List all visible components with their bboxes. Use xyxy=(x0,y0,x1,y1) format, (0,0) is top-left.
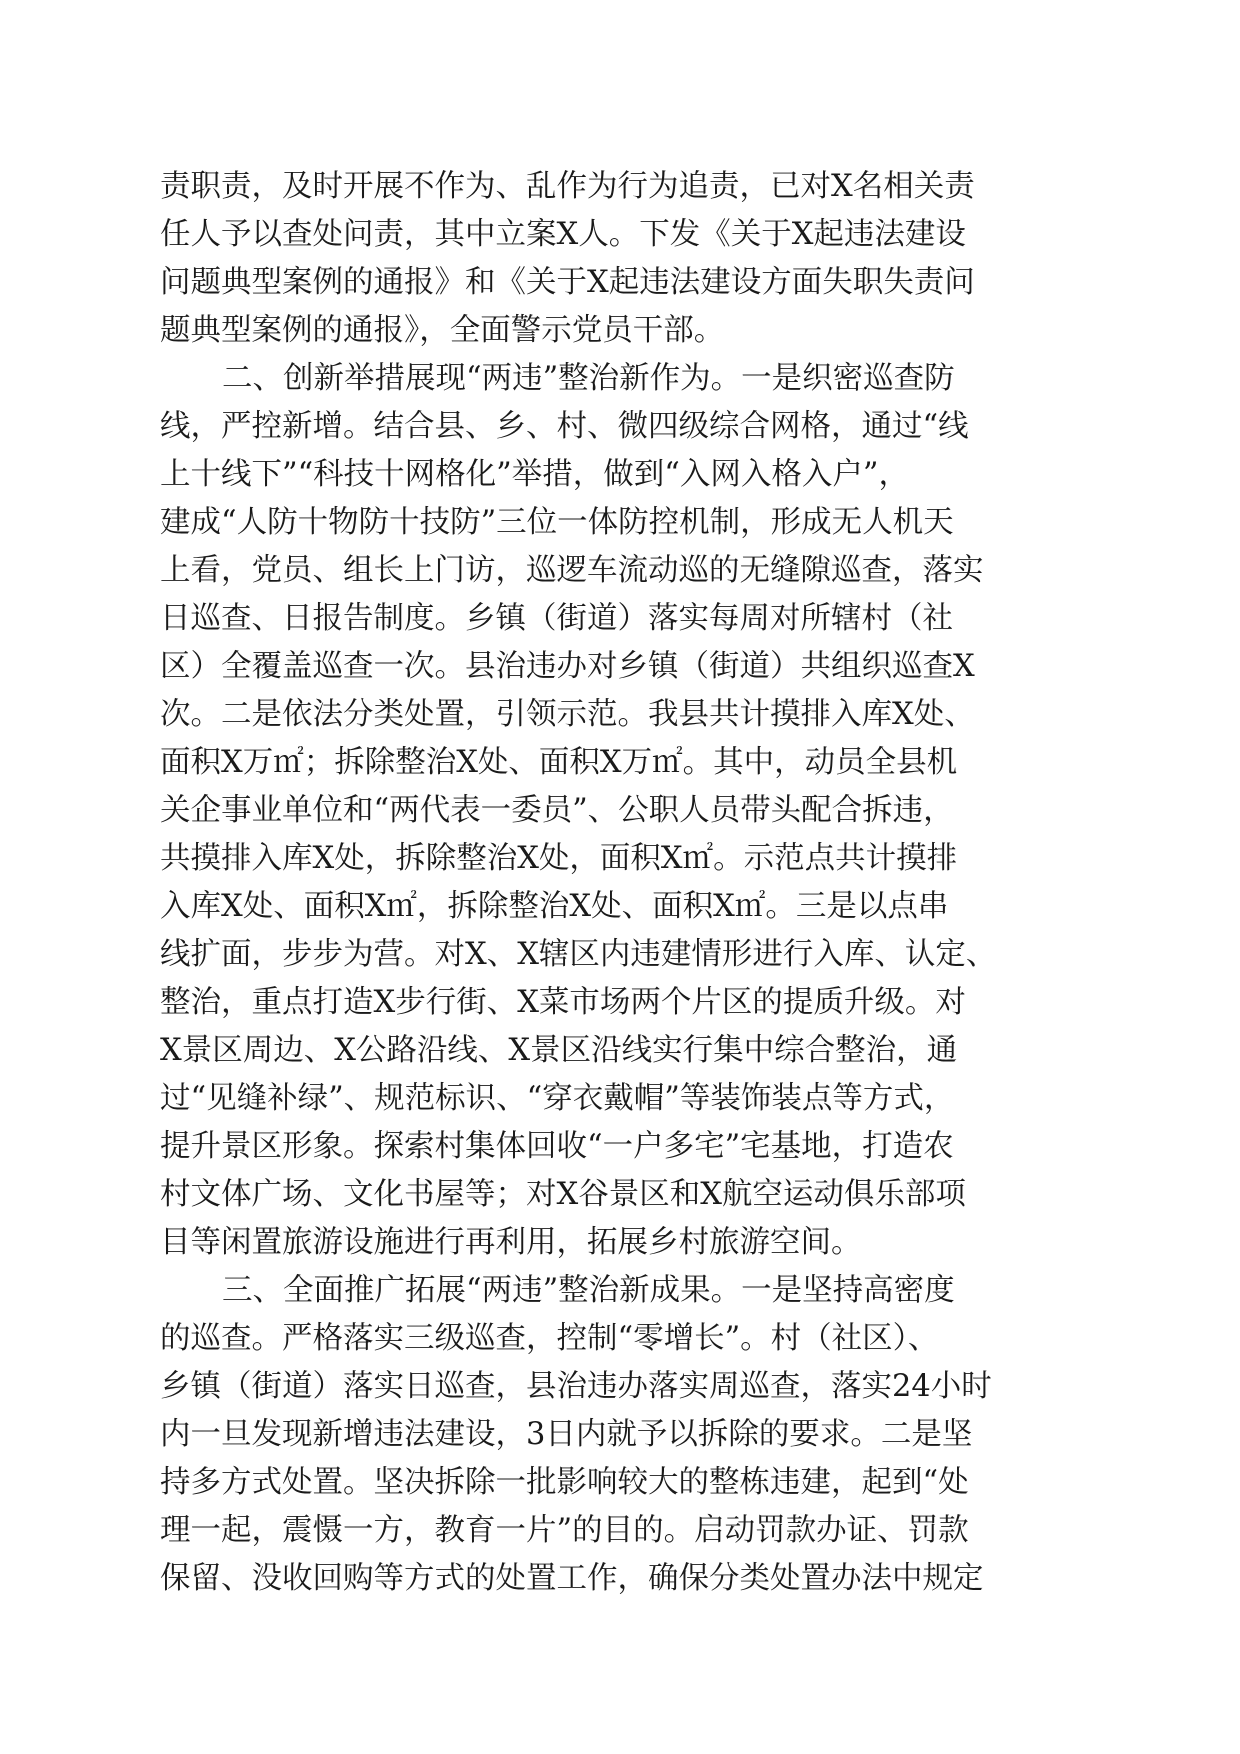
text-line-29: 理一起，震慑一方，教育一片”的目的。启动罚款办证、罚款 xyxy=(160,1513,969,1548)
text-line-13: 面积X万㎡；拆除整治X处、面积X万㎡。其中，动员全县机 xyxy=(160,745,958,780)
text-line-12: 次。二是依法分类处置，引领示范。我县共计摸排入库X处、 xyxy=(160,697,975,732)
text-line-21: 提升景区形象。探索村集体回收“一户多宅”宅基地，打造农 xyxy=(160,1129,954,1164)
text-line-4: 题典型案例的通报》，全面警示党员干部。 xyxy=(160,313,725,348)
text-line-15: 共摸排入库X处，拆除整治X处，面积X㎡。示范点共计摸排 xyxy=(160,841,958,876)
text-line-18: 整治，重点打造X步行街、X菜市场两个片区的提质升级。对 xyxy=(160,985,966,1020)
text-line-16: 入库X处、面积X㎡，拆除整治X处、面积X㎡。三是以点串 xyxy=(160,889,949,924)
text-line-2: 任人予以查处问责，其中立案X人。下发《关于X起违法建设 xyxy=(160,217,966,252)
paragraph-2-start: 二、创新举措展现“两违”整治新作为。一是织密巡查防 xyxy=(222,361,955,396)
text-line-17: 线扩面，步步为营。对X、X辖区内违建情形进行入库、认定、 xyxy=(160,937,997,972)
text-line-11: 区）全覆盖巡查一次。县治违办对乡镇（街道）共组织巡查X xyxy=(160,649,975,684)
text-line-28: 持多方式处置。坚决拆除一批影响较大的整栋违建，起到“处 xyxy=(160,1465,969,1500)
text-line-10: 日巡查、日报告制度。乡镇（街道）落实每周对所辖村（社 xyxy=(160,601,953,636)
text-line-20: 过“见缝补绿”、规范标识、“穿衣戴帽”等装饰装点等方式， xyxy=(160,1081,955,1116)
text-line-19: X景区周边、X公路沿线、X景区沿线实行集中综合整治，通 xyxy=(160,1033,958,1068)
text-line-8: 建成“人防十物防十技防”三位一体防控机制，形成无人机天 xyxy=(160,505,954,540)
text-line-7: 上十线下”“科技十网格化”举措，做到“入网入格入户”， xyxy=(160,457,909,492)
text-line-30: 保留、没收回购等方式的处置工作，确保分类处置办法中规定 xyxy=(160,1561,984,1596)
text-line-27: 内一旦发现新增违法建设，3日内就予以拆除的要求。二是坚 xyxy=(160,1417,973,1452)
text-line-1: 责职责，及时开展不作为、乱作为行为追责，已对X名相关责 xyxy=(160,169,975,204)
paragraph-3-start: 三、全面推广拓展“两违”整治新成果。一是坚持高密度 xyxy=(222,1273,955,1308)
text-line-25: 的巡查。严格落实三级巡查，控制“零增长”。村（社区）、 xyxy=(160,1321,939,1356)
text-line-9: 上看，党员、组长上门访，巡逻车流动巡的无缝隙巡查，落实 xyxy=(160,553,984,588)
text-line-23: 目等闲置旅游设施进行再利用，拓展乡村旅游空间。 xyxy=(160,1225,862,1260)
text-line-3: 问题典型案例的通报》和《关于X起违法建设方面失职失责问 xyxy=(160,265,975,300)
text-line-6: 线，严控新增。结合县、乡、村、微四级综合网格，通过“线 xyxy=(160,409,969,444)
text-line-22: 村文体广场、文化书屋等；对X谷景区和X航空运动俱乐部项 xyxy=(160,1177,966,1212)
text-line-14: 关企事业单位和“两代表一委员”、公职人员带头配合拆违， xyxy=(160,793,954,828)
text-line-26: 乡镇（街道）落实日巡查，县治违办落实周巡查，落实24小时 xyxy=(160,1369,992,1404)
